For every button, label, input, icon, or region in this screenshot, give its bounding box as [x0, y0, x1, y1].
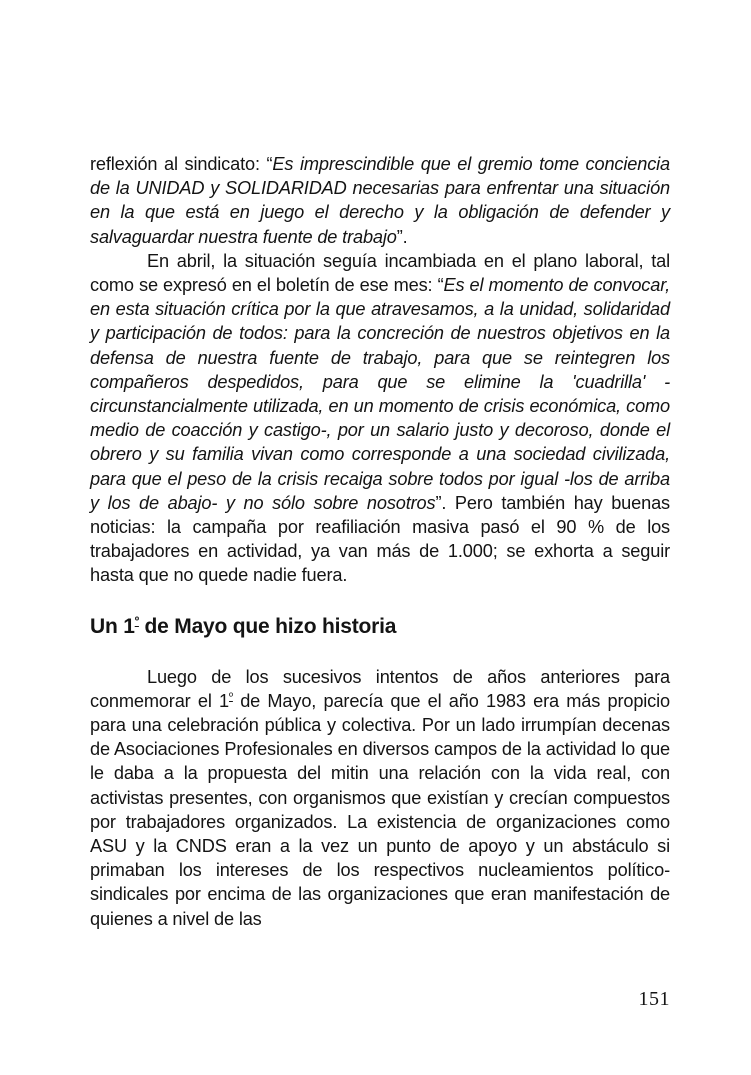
book-page [90, 152, 670, 931]
paragraph-lead: En abril, la situación seguía incambiada en el plano laboral, tal como se expresó en el boletín de ese mes: “ [90, 250, 670, 296]
heading-text-after: de Mayo que hizo historia [138, 614, 397, 638]
italic-quote: Es el momento de convocar, en esta situación crítica por la que atravesamos, a la unidad, solidaridad y participación de todos: para la concreción de nuestros objetivos en la defensa de nuestra fuente de trabajo, para que se reintegren los compañeros despedidos, para que se elimine la 'cuadrilla' -circunstancialmente utilizada, en un momento de crisis económica, como medio de coacción y castigo-, por un salario justo y decoroso, donde el obrero y su familia vivan como corresponde a una sociedad civilizada, para que el peso de la crisis recaiga sobre todos por igual -los de arriba y los de abajo- y no sólo sobre nosotros [90, 275, 670, 513]
italic-quote: Es imprescindible que el gremio tome conciencia de la UNIDAD y SOLIDARIDAD necesarias para enfrentar una situación en la que está en juego el derecho y la obligación de defender y salvaguardar nuestra fuente de trabajo [90, 154, 670, 247]
paragraph-primero-de-mayo [90, 665, 670, 931]
heading-text-before: Un 1 [90, 614, 135, 638]
paragraph-ordinal: º [229, 690, 233, 703]
paragraph-tail: ”. Pero también hay buenas noticias: la campaña por reafiliación masiva pasó el 90 % de los trabajadores en actividad, ya van más de 1.000; se exhorta a seguir hasta que no quede nadie fuera. [90, 492, 670, 586]
section-body [90, 665, 670, 931]
paragraph-abril [90, 249, 670, 588]
paragraph-text-after: de Mayo, parecía que el año 1983 era más propicio para una celebración pública y colectiva. Por un lado irrumpían decenas de Asociaciones Profesionales en diversos campos de la actividad lo que le daba a la propuesta del mitin una relación con la vida real, con activistas presentes, con organismos que existían y crecían compuestos por trabajadores organizados. La existencia de organizaciones como ASU y la CNDS eran a la vez un punto de apoyo y un abstáculo si primaban los intereses de los respectivos nucleamientos político-sindicales por encima de las organizaciones que eran manifestación de quienes a nivel de las [90, 690, 670, 929]
paragraph-tail: ”. [396, 226, 408, 247]
paragraph-text-before: Luego de los sucesivos intentos de años anteriores para conmemorar el 1 [90, 666, 670, 711]
section-heading [90, 614, 670, 640]
heading-ordinal: º [134, 613, 139, 628]
paragraph-lead: reflexión al sindicato: “ [90, 154, 273, 174]
paragraph-quote-sindicato [90, 152, 670, 249]
page-number: 151 [638, 988, 670, 1010]
